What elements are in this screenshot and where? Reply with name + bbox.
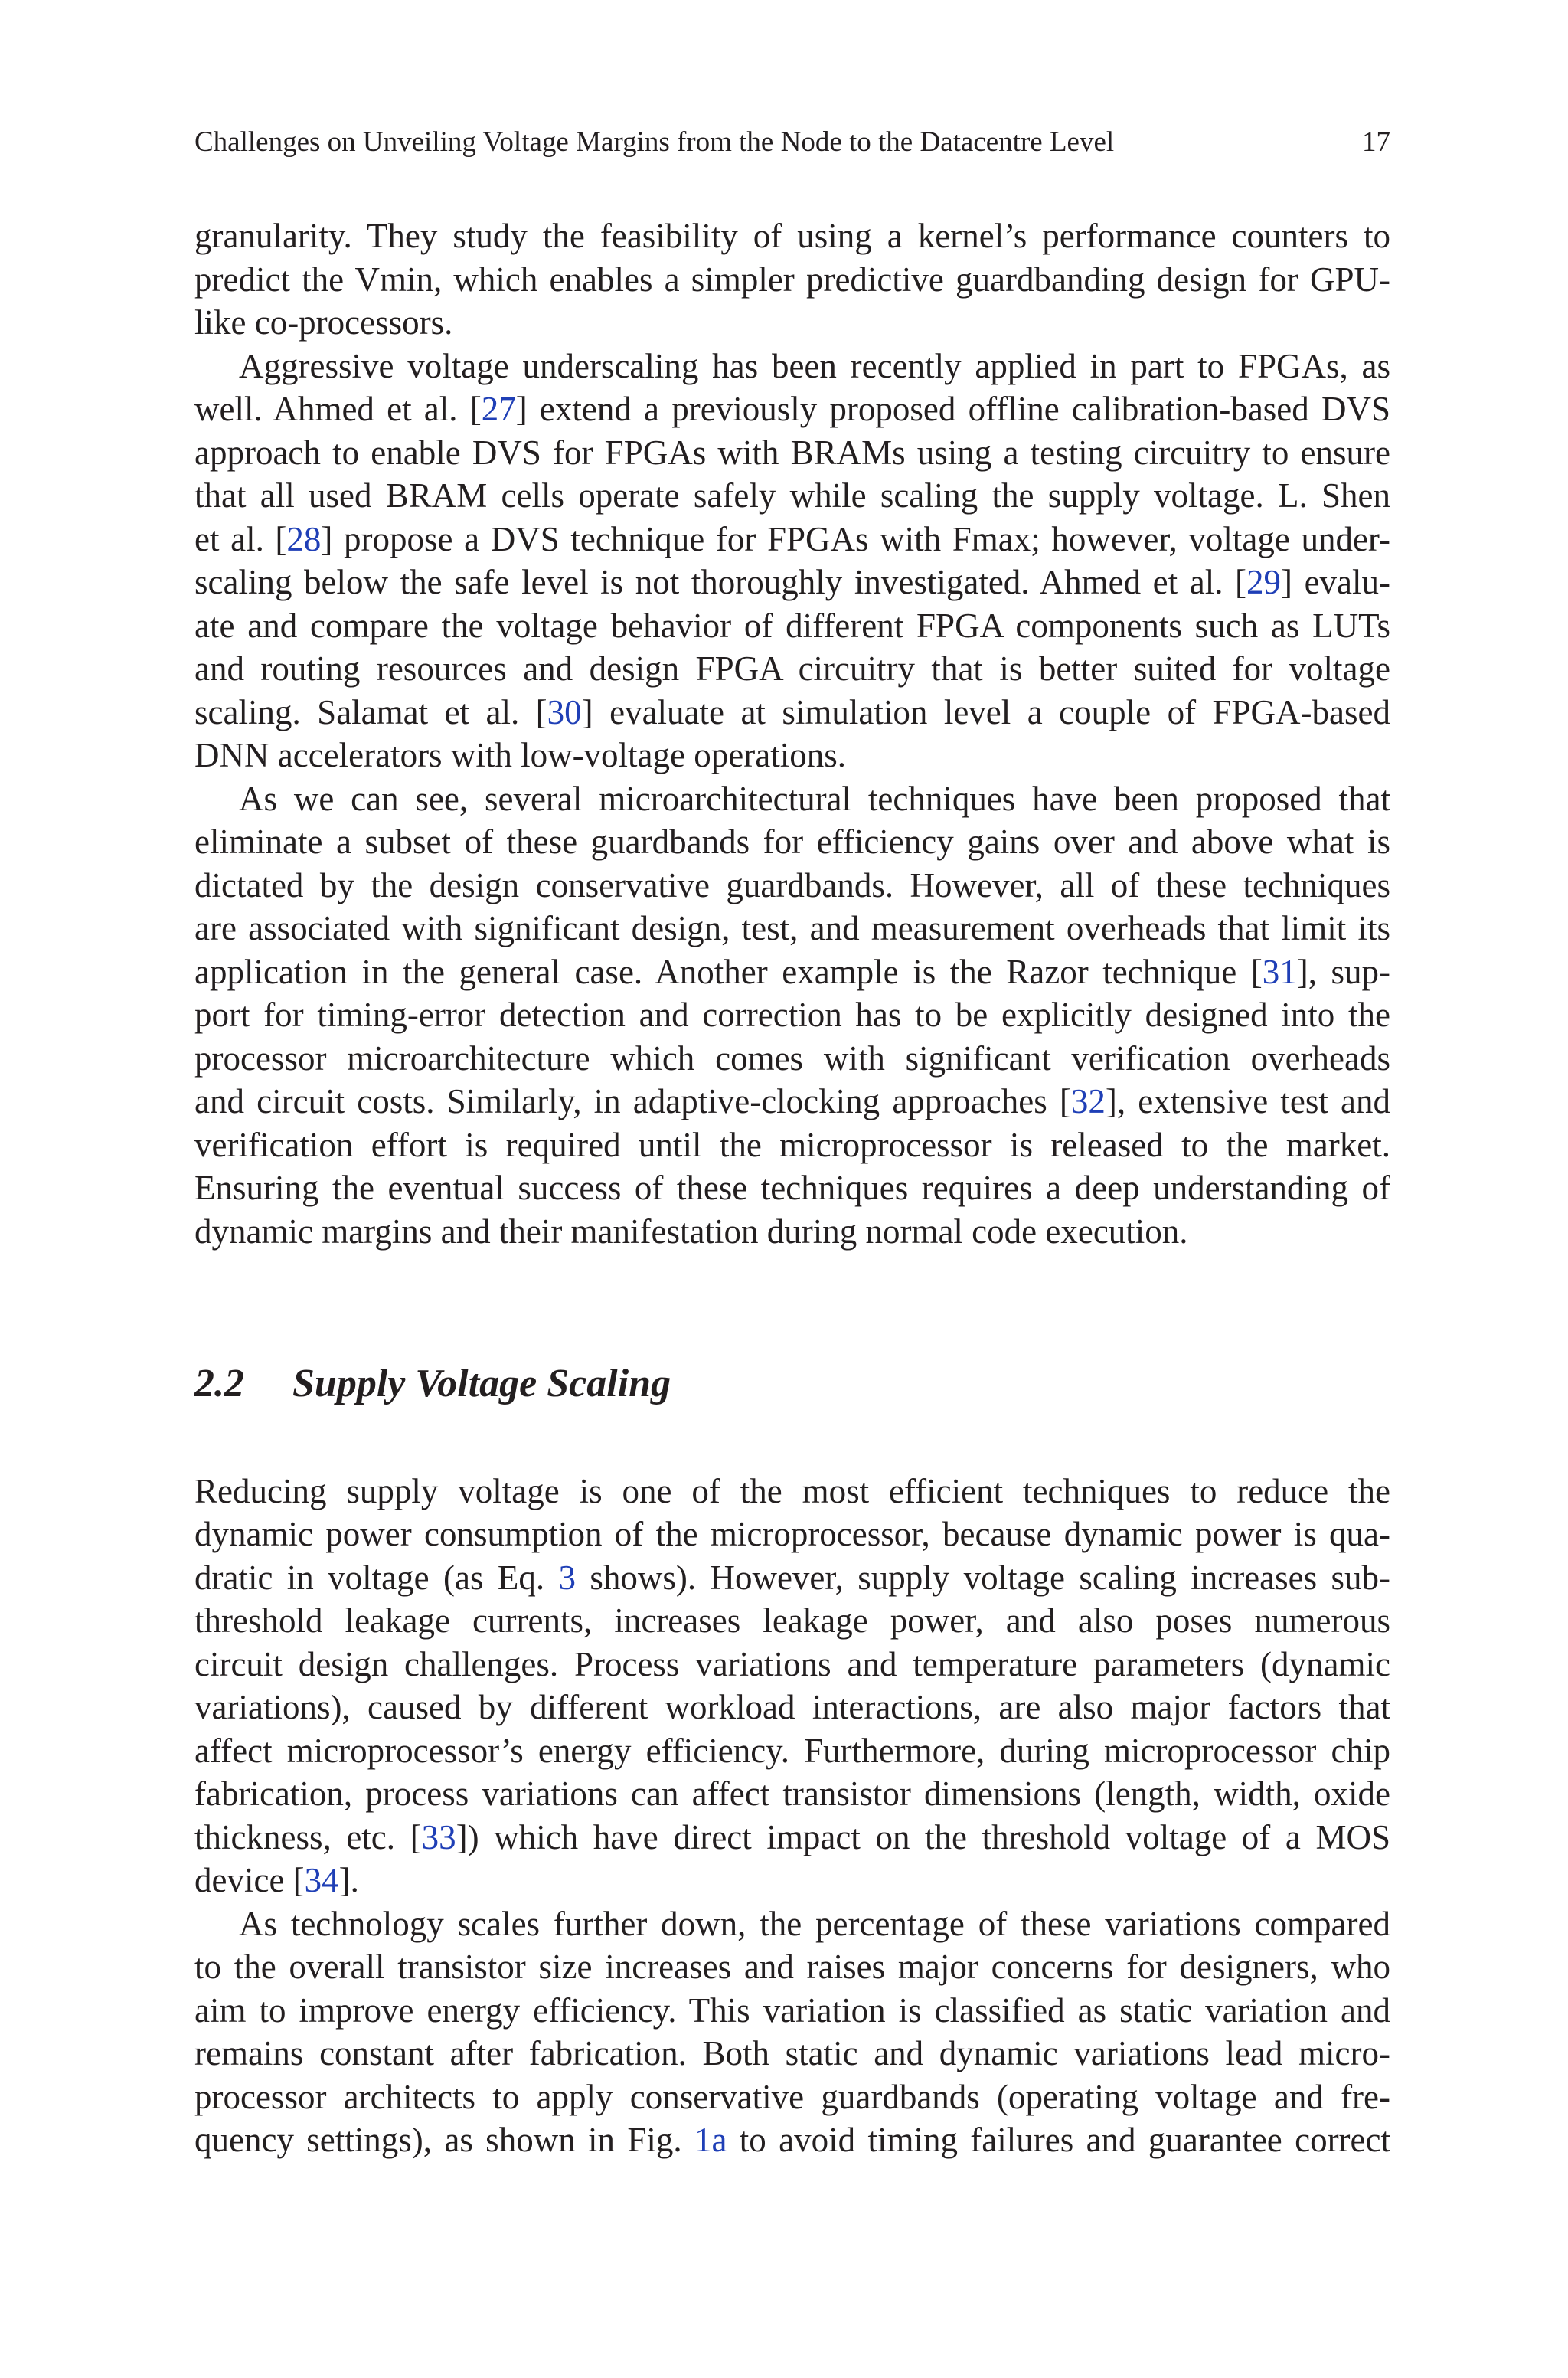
text-line: variations), caused by different workload interactions, are also major factors that	[194, 1688, 1390, 1726]
text-line: remains constant after fabrication. Both static and dynamic variations lead micro-	[194, 2034, 1390, 2072]
text-line: DNN accelerators with low-voltage operations.	[194, 736, 846, 774]
text-line: that all used BRAM cells operate safely while scaling the supply voltage. L. Shen	[194, 476, 1390, 515]
text-line: Aggressive voltage underscaling has been recently applied in part to FPGAs, as	[239, 346, 1390, 385]
text-line: scaling. Salamat et al. [30] evaluate at simulation level a couple of FPGA-based	[194, 692, 1390, 731]
citation-link-34[interactable]: 34	[304, 1861, 339, 1899]
text-line: and routing resources and design FPGA circuitry that is better suited for voltage	[194, 649, 1390, 688]
text-line: device [34].	[194, 1861, 359, 1899]
text-line: are associated with significant design, test, and measurement overheads that limit its	[194, 909, 1390, 947]
text-line: dynamic margins and their manifestation during normal code execution.	[194, 1212, 1188, 1251]
text-line: eliminate a subset of these guardbands for efficiency gains over and above what is	[194, 823, 1390, 861]
text-line: As we can see, several microarchitectural techniques have been proposed that	[239, 779, 1390, 818]
text-line: dratic in voltage (as Eq. 3 shows). However, supply voltage scaling increases sub-	[194, 1558, 1390, 1597]
paragraph-microarchitectural-techniques	[194, 777, 1390, 1254]
text-line: Ensuring the eventual success of these techniques requires a deep understanding of	[194, 1169, 1390, 1207]
paragraph-fpga-voltage-underscaling	[194, 345, 1390, 777]
paragraph-continuation	[194, 214, 1390, 345]
citation-link-29[interactable]: 29	[1246, 563, 1282, 601]
citation-link-31[interactable]: 31	[1262, 952, 1297, 991]
text-line: ate and compare the voltage behavior of different FPGA components such as LUTs	[194, 606, 1390, 645]
text-line: dynamic power consumption of the microprocessor, because dynamic power is qua-	[194, 1515, 1390, 1553]
text-line: and circuit costs. Similarly, in adaptive-clocking approaches [32], extensive test and	[194, 1082, 1390, 1120]
figure-link-1a[interactable]: 1a	[694, 2121, 727, 2159]
text-line: scaling below the safe level is not thoroughly investigated. Ahmed et al. [29] evalu-	[194, 563, 1391, 601]
text-line: approach to enable DVS for FPGAs with BRAMs using a testing circuitry to ensure	[194, 433, 1390, 472]
text-line: threshold leakage currents, increases leakage power, and also poses numerous	[194, 1601, 1390, 1640]
text-line: predict the Vmin, which enables a simpler predictive guardbanding design for GPU-	[194, 260, 1390, 299]
text-line: dictated by the design conservative guardbands. However, all of these techniques	[194, 865, 1390, 904]
text-line: et al. [28] propose a DVS technique for FPGAs with Fmax; however, voltage under-	[194, 519, 1390, 558]
section-title: Supply Voltage Scaling	[292, 1362, 671, 1405]
citation-link-33[interactable]: 33	[421, 1817, 456, 1856]
citation-link-30[interactable]: 30	[547, 692, 582, 731]
section-heading	[194, 1359, 671, 1408]
text-line: quency settings), as shown in Fig. 1a to avoid timing failures and guarantee correct	[194, 2121, 1390, 2159]
text-line: like co-processors.	[194, 303, 453, 342]
text-line: application in the general case. Another example is the Razor technique [31], sup-	[194, 952, 1390, 991]
text-line: port for timing-error detection and correction has to be explicitly designed into the	[194, 996, 1390, 1034]
text-line: verification effort is required until the microprocessor is released to the market.	[194, 1125, 1390, 1164]
text-line: Reducing supply voltage is one of the most efficient techniques to reduce the	[194, 1471, 1390, 1510]
text-line: thickness, etc. [33]) which have direct impact on the threshold voltage of a MOS	[194, 1817, 1390, 1856]
citation-link-28[interactable]: 28	[286, 519, 322, 558]
text-line: affect microprocessor’s energy efficiency. Furthermore, during microprocessor chip	[194, 1731, 1390, 1770]
section-number: 2.2	[194, 1362, 244, 1405]
text-line: aim to improve energy efficiency. This variation is classified as static variation and	[194, 1990, 1390, 2030]
paragraph-technology-scaling	[194, 1902, 1390, 2162]
text-line: processor microarchitecture which comes with significant verification overheads	[194, 1039, 1390, 1078]
text-line: As technology scales further down, the percentage of these variations compared	[239, 1904, 1390, 1943]
text-line: to the overall transistor size increases and raises major concerns for designers, who	[194, 1948, 1390, 1986]
citation-link-32[interactable]: 32	[1070, 1082, 1106, 1120]
text-line: fabrication, process variations can affect transistor dimensions (length, width, oxide	[194, 1775, 1390, 1813]
page-number: 17	[1362, 126, 1390, 158]
equation-link-3[interactable]: 3	[558, 1558, 576, 1597]
paragraph-supply-voltage	[194, 1470, 1390, 1902]
text-line: granularity. They study the feasibility of using a kernel’s performance counters to	[194, 217, 1390, 255]
text-line: well. Ahmed et al. [27] extend a previously proposed offline calibration-based DVS	[194, 390, 1391, 428]
text-line: processor architects to apply conservative guardbands (operating voltage and fre-	[194, 2077, 1390, 2116]
text-line: circuit design challenges. Process variations and temperature parameters (dynamic	[194, 1644, 1390, 1683]
citation-link-27[interactable]: 27	[481, 390, 516, 428]
running-head-title: Challenges on Unveiling Voltage Margins from the Node to the Datacentre Level	[194, 126, 1115, 158]
